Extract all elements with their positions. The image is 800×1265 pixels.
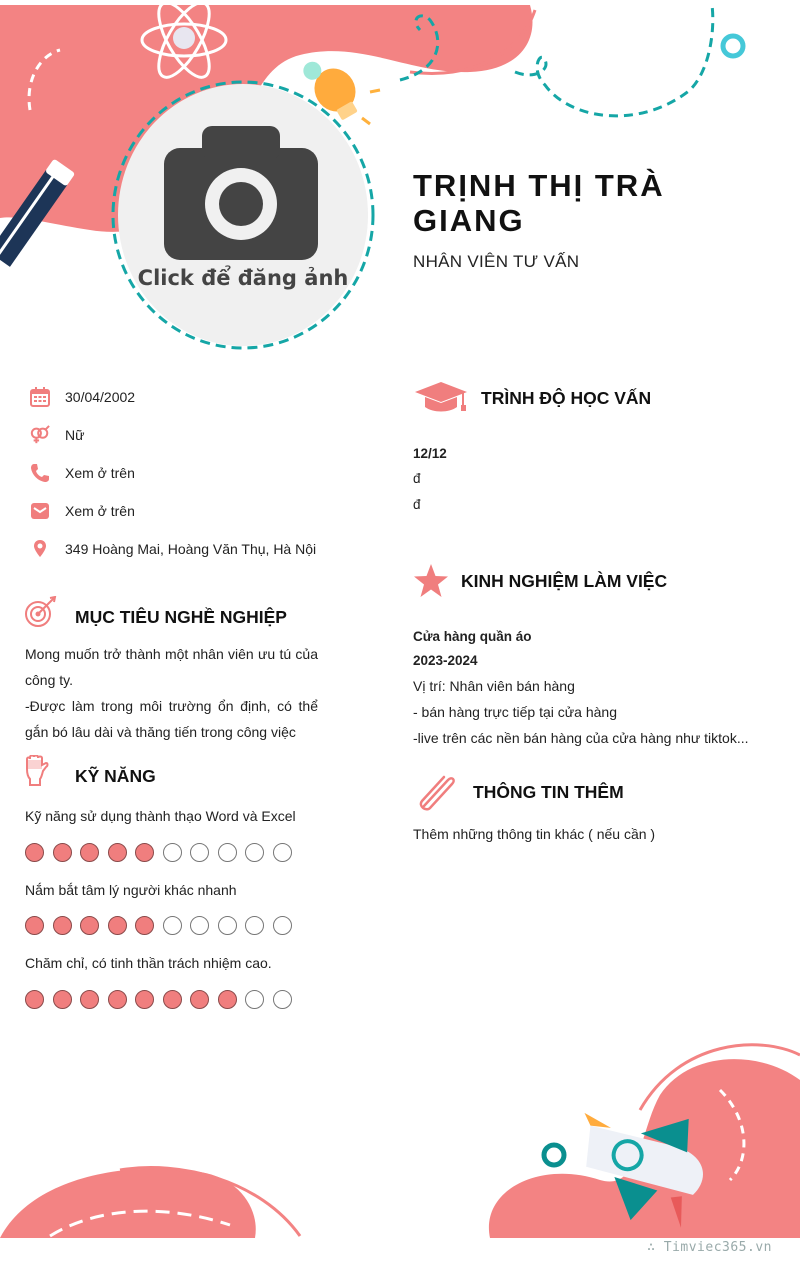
skill-rating bbox=[25, 843, 292, 862]
experience-period: 2023-2024 bbox=[413, 653, 478, 668]
skill-rating bbox=[25, 916, 292, 935]
photo-upload-label: Click để đăng ảnh bbox=[137, 266, 349, 290]
skills-title: KỸ NĂNG bbox=[75, 766, 156, 786]
education-level: 12/12 bbox=[413, 446, 447, 461]
rating-dot-empty bbox=[218, 916, 237, 935]
contact-phone bbox=[30, 461, 135, 485]
paperclip-icon bbox=[416, 770, 458, 812]
experience-position: Vị trí: Nhân viên bán hàng bbox=[413, 678, 575, 694]
email-icon bbox=[30, 501, 50, 521]
rating-dot-filled bbox=[135, 843, 154, 862]
rating-dot-filled bbox=[53, 990, 72, 1009]
rating-dot-empty bbox=[190, 843, 209, 862]
rating-dot-empty bbox=[163, 843, 182, 862]
rating-dot-empty bbox=[245, 990, 264, 1009]
rating-dot-filled bbox=[80, 990, 99, 1009]
skill-name: Nắm bắt tâm lý người khác nhanh bbox=[25, 882, 237, 898]
calendar-icon bbox=[30, 387, 50, 407]
rating-dot-filled bbox=[25, 843, 44, 862]
experience-company: Cửa hàng quần áo bbox=[413, 629, 532, 644]
rating-dot-filled bbox=[135, 990, 154, 1009]
objective-text bbox=[25, 641, 318, 745]
rating-dot-empty bbox=[273, 843, 292, 862]
rating-dot-empty bbox=[245, 843, 264, 862]
rating-dot-filled bbox=[80, 916, 99, 935]
gender-icon bbox=[30, 425, 50, 445]
gender-text: Nữ bbox=[65, 427, 85, 443]
star-icon bbox=[413, 563, 449, 599]
job-title: NHÂN VIÊN TƯ VẤN bbox=[413, 252, 580, 271]
target-icon bbox=[24, 596, 58, 630]
experience-title: KINH NGHIỆM LÀM VIỆC bbox=[461, 571, 668, 591]
rating-dot-filled bbox=[108, 990, 127, 1009]
experience-duty-2: -live trên các nền bán hàng của cửa hàng như tiktok... bbox=[413, 730, 749, 746]
birthday-text: 30/04/2002 bbox=[65, 389, 136, 405]
skill-name: Chăm chỉ, có tinh thần trách nhiệm cao. bbox=[25, 955, 272, 971]
contact-email bbox=[30, 499, 135, 523]
rating-dot-empty bbox=[218, 843, 237, 862]
education-line-2: đ bbox=[413, 497, 421, 512]
rating-dot-filled bbox=[108, 916, 127, 935]
phone-text: Xem ở trên bbox=[65, 465, 135, 481]
contact-birthday bbox=[30, 385, 136, 409]
rating-dot-filled bbox=[190, 990, 209, 1009]
skill-name: Kỹ năng sử dụng thành thạo Word và Excel bbox=[25, 808, 296, 824]
graduation-cap-icon bbox=[413, 380, 469, 414]
contact-address bbox=[30, 537, 317, 561]
rating-dot-filled bbox=[135, 916, 154, 935]
skill-rating bbox=[25, 990, 292, 1009]
email-text: Xem ở trên bbox=[65, 503, 135, 519]
rating-dot-empty bbox=[273, 916, 292, 935]
rating-dot-empty bbox=[163, 916, 182, 935]
contact-gender bbox=[30, 423, 85, 447]
rating-dot-empty bbox=[245, 916, 264, 935]
objective-title: MỤC TIÊU NGHỀ NGHIỆP bbox=[75, 607, 287, 627]
rating-dot-filled bbox=[218, 990, 237, 1009]
rating-dot-filled bbox=[163, 990, 182, 1009]
footer-logo: ∴ Timviec365.vn bbox=[647, 1240, 772, 1255]
rating-dot-filled bbox=[108, 843, 127, 862]
rating-dot-filled bbox=[25, 916, 44, 935]
candidate-name: TRỊNH THỊ TRÀ GIANG bbox=[413, 168, 665, 238]
objective-line-1: Mong muốn trở thành một nhân viên ưu tú của công ty. bbox=[25, 646, 318, 688]
objective-line-2: -Được làm trong môi trường ổn định, có thể gắn bó lâu dài và thăng tiến trong công việc bbox=[25, 698, 318, 740]
rating-dot-empty bbox=[190, 916, 209, 935]
rating-dot-empty bbox=[273, 990, 292, 1009]
education-line-1: đ bbox=[413, 471, 421, 486]
experience-duty-1: - bán hàng trực tiếp tại cửa hàng bbox=[413, 704, 617, 720]
location-icon bbox=[30, 539, 50, 559]
phone-icon bbox=[30, 463, 50, 483]
rating-dot-filled bbox=[25, 990, 44, 1009]
camera-icon bbox=[164, 126, 318, 260]
photo-upload[interactable] bbox=[118, 84, 368, 346]
raised-fist-icon bbox=[24, 755, 50, 787]
rating-dot-filled bbox=[53, 916, 72, 935]
extra-title: THÔNG TIN THÊM bbox=[473, 782, 624, 802]
education-title: TRÌNH ĐỘ HỌC VẤN bbox=[481, 388, 652, 408]
rating-dot-filled bbox=[53, 843, 72, 862]
address-text: 349 Hoàng Mai, Hoàng Văn Thụ, Hà Nội bbox=[65, 541, 317, 557]
extra-text: Thêm những thông tin khác ( nếu cần ) bbox=[413, 826, 656, 842]
rating-dot-filled bbox=[80, 843, 99, 862]
